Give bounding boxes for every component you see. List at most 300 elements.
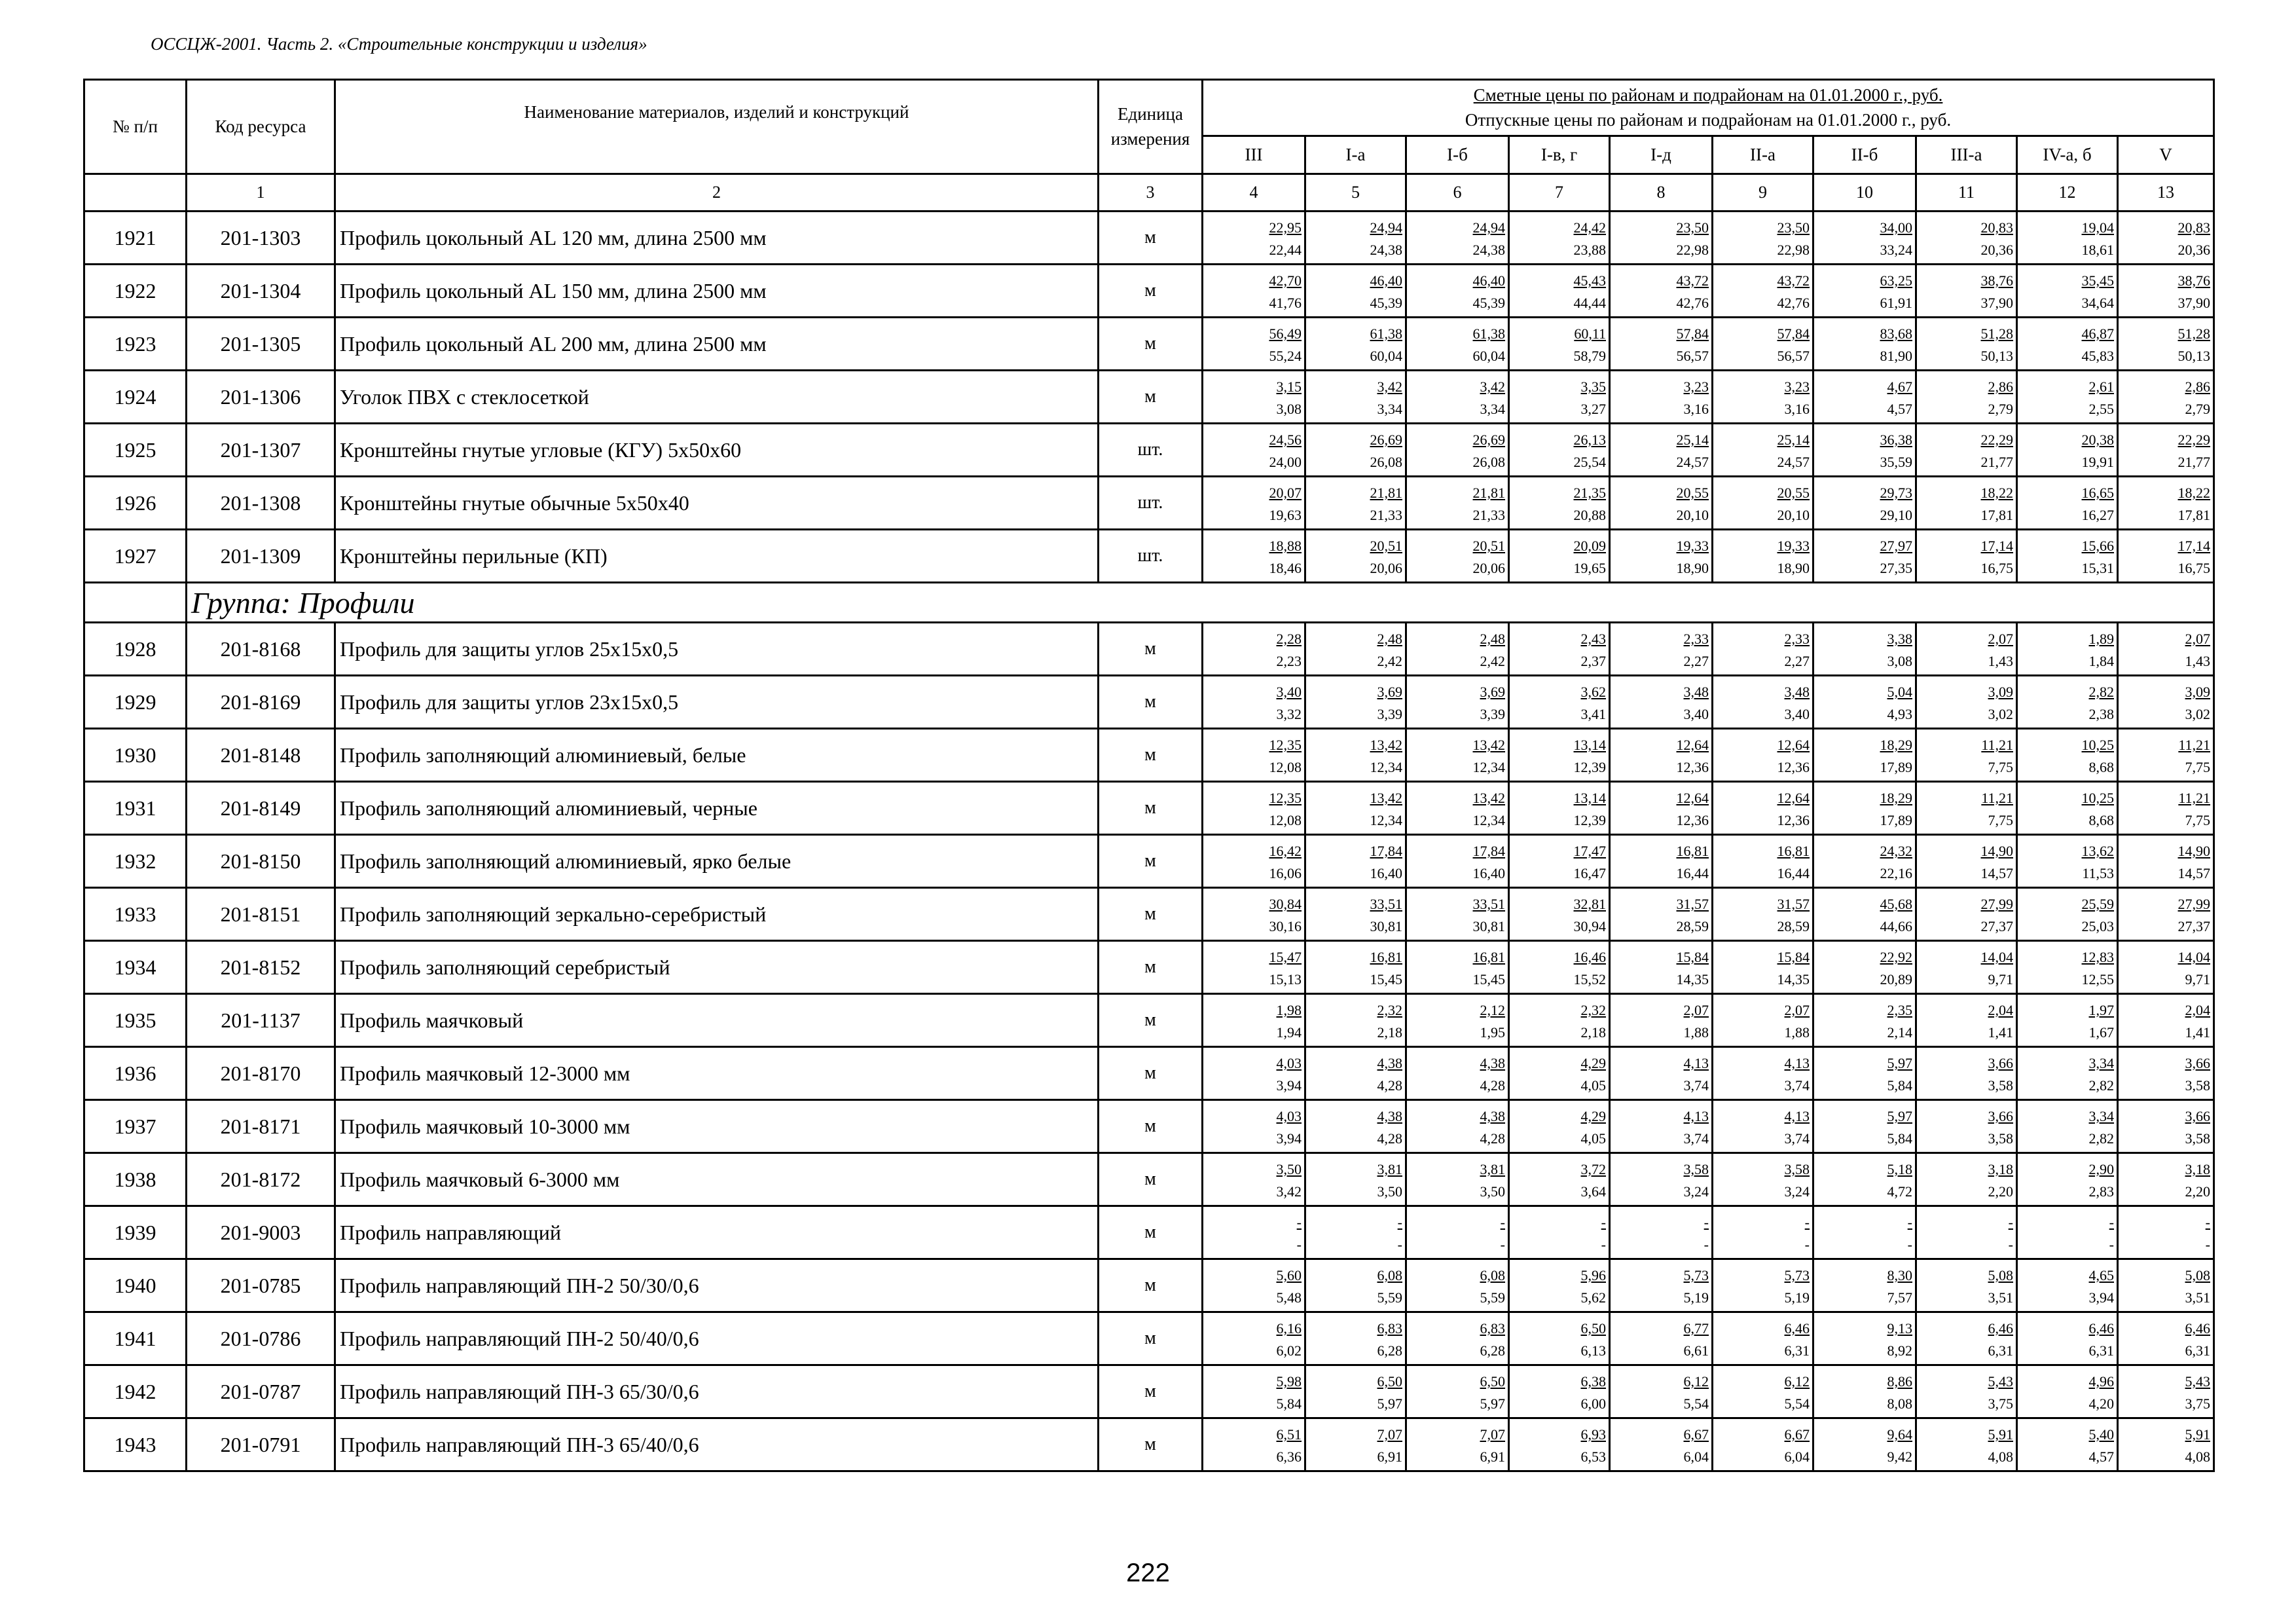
estimated-price: - [2109,1214,2114,1230]
price-cell [1610,623,1713,676]
estimated-price: 2,90 [2088,1161,2114,1177]
estimated-price: 13,42 [1472,790,1505,806]
price-cell [1203,1259,1305,1312]
estimated-price: 3,18 [1988,1161,2013,1177]
release-price: 50,13 [1980,348,2013,364]
price-cell [2118,1259,2214,1312]
release-price: 4,28 [1377,1130,1402,1147]
material-name: Профиль заполняющий алюминиевый, белые [335,729,1099,782]
release-price: 6,91 [1377,1449,1402,1465]
material-name: Профиль направляющий [335,1206,1099,1259]
release-price: 3,08 [1887,653,1912,669]
price-cell [1305,782,1406,835]
estimated-price: 63,25 [1880,272,1912,289]
release-price: 1,43 [1988,653,2013,669]
estimated-price: 10,25 [2081,790,2114,806]
estimated-price: 25,59 [2081,896,2114,912]
header-prices [1203,80,2214,136]
price-cell [1610,477,1713,530]
unit-of-measure: м [1099,941,1203,994]
release-price: 2,55 [2088,401,2114,417]
release-price: 17,81 [2178,507,2210,523]
release-price: 5,97 [1480,1395,1505,1412]
release-price: 19,65 [1573,560,1606,576]
release-price: 3,34 [1377,401,1402,417]
table-row [84,1047,2214,1100]
unit-of-measure: шт. [1099,424,1203,477]
price-cell [1713,1206,1813,1259]
column-number: 13 [2118,174,2214,212]
price-cell [1610,212,1713,265]
estimated-price: 6,77 [1683,1320,1709,1337]
resource-code: 201-8152 [187,941,335,994]
price-cell [1305,212,1406,265]
table-row [84,318,2214,371]
price-cell [1916,782,2017,835]
release-price: 2,37 [1580,653,1606,669]
price-cell [1203,623,1305,676]
price-cell [1916,835,2017,888]
unit-of-measure: м [1099,1418,1203,1471]
estimated-price: 3,48 [1784,684,1810,700]
price-cell [1406,424,1509,477]
price-cell [1406,676,1509,729]
release-price: 1,41 [1988,1024,2013,1041]
price-cell [1509,1259,1610,1312]
header-region: I-б [1406,136,1509,174]
estimated-price: 5,97 [1887,1055,1912,1071]
price-cell [2118,888,2214,941]
estimated-price: 3,69 [1480,684,1505,700]
estimated-price: 5,91 [1988,1426,2013,1443]
row-number: 1941 [84,1312,187,1365]
estimated-price: 20,51 [1472,538,1505,554]
price-cell [1916,477,2017,530]
price-cell [1509,676,1610,729]
price-cell [1916,424,2017,477]
price-cell [2017,477,2118,530]
price-cell [1406,994,1509,1047]
column-number: 10 [1813,174,1916,212]
price-cell [1203,941,1305,994]
unit-of-measure: м [1099,371,1203,424]
price-cell [2118,424,2214,477]
price-cell [1713,1418,1813,1471]
release-price: 58,79 [1573,348,1606,364]
price-cell [1509,729,1610,782]
price-cell [1610,1153,1713,1206]
price-cell [1916,1206,2017,1259]
release-price: 12,36 [1676,759,1709,775]
estimated-price: - [2205,1214,2210,1230]
release-price: 24,00 [1269,454,1302,470]
estimated-price: 13,42 [1370,737,1402,753]
price-cell [1406,1312,1509,1365]
estimated-price: 21,81 [1370,485,1402,501]
price-cell [1813,1418,1916,1471]
estimated-price: 7,07 [1377,1426,1402,1443]
unit-of-measure: м [1099,1365,1203,1418]
release-price: 20,10 [1676,507,1709,523]
row-number: 1937 [84,1100,187,1153]
estimated-price: 16,42 [1269,843,1302,859]
estimated-price: 2,86 [1988,378,2013,395]
estimated-price: - [1601,1214,1606,1230]
price-cell [1610,994,1713,1047]
release-price: 5,84 [1276,1395,1302,1412]
release-price: 1,84 [2088,653,2114,669]
estimated-price: 2,61 [2088,378,2114,395]
price-cell [1610,530,1713,583]
estimated-price: 2,33 [1784,631,1810,647]
release-price: 12,08 [1269,759,1302,775]
unit-of-measure: м [1099,318,1203,371]
row-number: 1922 [84,265,187,318]
estimated-price: 61,38 [1370,325,1402,342]
release-price: 1,41 [2185,1024,2210,1041]
release-price: 18,46 [1269,560,1302,576]
row-number: 1923 [84,318,187,371]
estimated-price: 13,42 [1370,790,1402,806]
release-price: 3,50 [1480,1183,1505,1200]
release-price: 30,16 [1269,918,1302,934]
table-row [84,1153,2214,1206]
estimated-price: 3,66 [1988,1055,2013,1071]
release-price: 6,04 [1784,1449,1810,1465]
price-cell [1305,1365,1406,1418]
material-name: Профиль цокольный AL 150 мм, длина 2500 мм [335,265,1099,318]
estimated-price: 17,84 [1370,843,1402,859]
release-price: 25,54 [1573,454,1606,470]
unit-of-measure: м [1099,729,1203,782]
price-cell [1813,1365,1916,1418]
price-cell [1713,1259,1813,1312]
estimated-price: 17,14 [2178,538,2210,554]
resource-code: 201-1309 [187,530,335,583]
price-cell [1610,676,1713,729]
resource-code: 201-8150 [187,835,335,888]
estimated-price: 4,03 [1276,1108,1302,1124]
price-cell [1813,530,1916,583]
price-cell [1203,1418,1305,1471]
row-number: 1924 [84,371,187,424]
price-cell [2118,1047,2214,1100]
estimated-price: 23,50 [1676,219,1709,236]
estimated-price: 16,81 [1370,949,1402,965]
price-cell [1916,212,2017,265]
release-price: 3,08 [1276,401,1302,417]
estimated-price: - [1500,1214,1505,1230]
release-price: 4,08 [1988,1449,2013,1465]
estimated-price: 13,42 [1472,737,1505,753]
price-cell [2017,318,2118,371]
estimated-price: - [1397,1214,1402,1230]
price-cell [2118,477,2214,530]
estimated-price: 6,51 [1276,1426,1302,1443]
price-cell [1203,994,1305,1047]
unit-of-measure: м [1099,623,1203,676]
estimated-price: 2,12 [1480,1002,1505,1018]
header-unit: Единица измерения [1099,80,1203,174]
release-price: 18,90 [1777,560,1810,576]
release-price: 3,58 [1988,1130,2013,1147]
price-cell [1509,318,1610,371]
price-cell [1713,941,1813,994]
price-cell [1203,835,1305,888]
release-price: 5,54 [1683,1395,1709,1412]
release-price: 8,68 [2088,812,2114,828]
row-number: 1929 [84,676,187,729]
price-cell [1813,265,1916,318]
column-number: 9 [1713,174,1813,212]
resource-code: 201-0785 [187,1259,335,1312]
release-price: - [1704,1236,1709,1253]
release-price: 21,77 [2178,454,2210,470]
estimated-price: 35,45 [2081,272,2114,289]
header-region: I-в, г [1509,136,1610,174]
price-cell [1813,1153,1916,1206]
estimated-price: 33,51 [1472,896,1505,912]
estimated-price: 16,46 [1573,949,1606,965]
price-cell [2118,1312,2214,1365]
group-blank [84,583,187,623]
table-row [84,676,2214,729]
estimated-price: 12,35 [1269,790,1302,806]
estimated-price: 30,84 [1269,896,1302,912]
release-price: 20,89 [1880,971,1912,987]
release-price: 3,40 [1784,706,1810,722]
estimated-price: - [1296,1214,1302,1230]
estimated-price: 6,16 [1276,1320,1302,1337]
estimated-price: 19,33 [1777,538,1810,554]
price-cell [1509,371,1610,424]
estimated-price: 13,14 [1573,737,1606,753]
price-cell [1916,994,2017,1047]
release-price: 1,94 [1276,1024,1302,1041]
estimated-price: 20,83 [1980,219,2013,236]
price-cell [1509,1312,1610,1365]
estimated-price: 6,08 [1377,1267,1402,1283]
release-price: 18,90 [1676,560,1709,576]
table-row [84,835,2214,888]
release-price: 7,75 [1988,759,2013,775]
estimated-price: 22,95 [1269,219,1302,236]
release-price: 9,42 [1887,1449,1912,1465]
price-cell [1713,1365,1813,1418]
estimated-price: 3,18 [2185,1161,2210,1177]
estimated-price: 26,69 [1370,432,1402,448]
release-price: 5,54 [1784,1395,1810,1412]
release-price: 45,83 [2081,348,2114,364]
price-cell [1813,1100,1916,1153]
release-price: 6,04 [1683,1449,1709,1465]
row-number: 1932 [84,835,187,888]
release-price: 6,31 [1988,1342,2013,1359]
column-number: 2 [335,174,1099,212]
price-cell [2017,530,2118,583]
estimated-price: 15,84 [1777,949,1810,965]
release-price: 3,74 [1683,1077,1709,1094]
release-price: 12,55 [2081,971,2114,987]
price-cell [1203,1365,1305,1418]
column-number: 1 [187,174,335,212]
column-number: 3 [1099,174,1203,212]
release-price: 5,19 [1784,1289,1810,1306]
release-price: 3,24 [1683,1183,1709,1200]
price-cell [1610,888,1713,941]
release-price: 5,97 [1377,1395,1402,1412]
release-price: 5,62 [1580,1289,1606,1306]
price-cell [1713,994,1813,1047]
resource-code: 201-0786 [187,1312,335,1365]
price-cell [2118,1418,2214,1471]
estimated-price: 2,04 [2185,1002,2210,1018]
release-price: 3,75 [1988,1395,2013,1412]
price-cell [1305,530,1406,583]
price-cell [1610,1100,1713,1153]
row-number: 1933 [84,888,187,941]
release-price: 22,44 [1269,242,1302,258]
price-cell [1406,1100,1509,1153]
material-name: Профиль направляющий ПН-3 65/30/0,6 [335,1365,1099,1418]
estimated-price: 18,29 [1880,737,1912,753]
price-cell [1509,888,1610,941]
release-price: 1,88 [1784,1024,1810,1041]
estimated-price: 22,92 [1880,949,1912,965]
release-price: 16,44 [1676,865,1709,881]
release-price: 5,59 [1377,1289,1402,1306]
estimated-price: 4,03 [1276,1055,1302,1071]
price-cell [1610,371,1713,424]
release-price: 35,59 [1880,454,1912,470]
unit-of-measure: м [1099,676,1203,729]
price-cell [1203,1047,1305,1100]
estimated-price: 57,84 [1777,325,1810,342]
release-price: 2,79 [1988,401,2013,417]
price-cell [2017,835,2118,888]
estimated-price: 9,64 [1887,1426,1912,1443]
release-price: 2,14 [1887,1024,1912,1041]
price-cell [1713,623,1813,676]
price-cell [1406,1259,1509,1312]
row-number: 1942 [84,1365,187,1418]
price-cell [1916,623,2017,676]
estimated-price: 24,56 [1269,432,1302,448]
release-price: 29,10 [1880,507,1912,523]
price-cell [1916,371,2017,424]
price-cell [2017,1100,2118,1153]
release-price: 33,24 [1880,242,1912,258]
price-cell [1509,1100,1610,1153]
estimated-price: 23,50 [1777,219,1810,236]
release-price: 3,32 [1276,706,1302,722]
release-price: 44,44 [1573,295,1606,311]
estimated-price: 2,07 [1683,1002,1709,1018]
price-cell [1813,888,1916,941]
release-price: 17,89 [1880,759,1912,775]
resource-code: 201-8168 [187,623,335,676]
release-price: 3,51 [1988,1289,2013,1306]
price-cell [1203,1100,1305,1153]
price-cell [1610,729,1713,782]
header-name: Наименование материалов, изделий и конструкций [335,80,1099,174]
estimated-price: 51,28 [1980,325,2013,342]
estimated-price: 20,55 [1676,485,1709,501]
unit-of-measure: м [1099,1047,1203,1100]
price-cell [1610,835,1713,888]
release-price: 44,66 [1880,918,1912,934]
price-cell [1305,1418,1406,1471]
price-cell [1406,1418,1509,1471]
release-price: 21,77 [1980,454,2013,470]
column-number: 12 [2017,174,2118,212]
estimated-price: - [1704,1214,1709,1230]
header-region: II-а [1713,136,1813,174]
release-price: 30,81 [1472,918,1505,934]
table-row [84,729,2214,782]
price-cell [2118,623,2214,676]
release-price: 4,05 [1580,1130,1606,1147]
estimated-price: 16,81 [1777,843,1810,859]
release-price: 15,45 [1472,971,1505,987]
price-cell [2118,835,2214,888]
estimated-price: 2,28 [1276,631,1302,647]
price-cell [2017,1259,2118,1312]
estimated-price: 3,62 [1580,684,1606,700]
estimated-price: 6,38 [1580,1373,1606,1390]
estimated-price: 6,46 [1784,1320,1810,1337]
material-name: Профиль маячковый 12-3000 мм [335,1047,1099,1100]
release-price: 20,06 [1370,560,1402,576]
release-price: 2,42 [1480,653,1505,669]
price-cell [2118,265,2214,318]
release-price: 21,33 [1370,507,1402,523]
price-cell [1203,888,1305,941]
estimated-price: 20,51 [1370,538,1402,554]
table-row [84,941,2214,994]
estimated-price: 21,81 [1472,485,1505,501]
price-cell [1203,477,1305,530]
estimated-price: 5,43 [2185,1373,2210,1390]
resource-code: 201-0791 [187,1418,335,1471]
price-cell [1406,318,1509,371]
release-price: 5,19 [1683,1289,1709,1306]
price-cell [1406,530,1509,583]
price-cell [1406,729,1509,782]
release-price: 30,94 [1573,918,1606,934]
price-cell [2017,1153,2118,1206]
price-cell [1509,1206,1610,1259]
release-price: 20,36 [2178,242,2210,258]
price-cell [1203,1206,1305,1259]
row-number: 1931 [84,782,187,835]
price-cell [1713,424,1813,477]
release-price: 12,34 [1370,812,1402,828]
release-price: 8,92 [1887,1342,1912,1359]
estimated-price: 4,13 [1784,1055,1810,1071]
release-price: 42,76 [1777,295,1810,311]
estimated-price: 6,50 [1377,1373,1402,1390]
release-price: 4,72 [1887,1183,1912,1200]
release-price: 5,48 [1276,1289,1302,1306]
release-price: 16,47 [1573,865,1606,881]
price-cell [1305,729,1406,782]
price-cell [1916,729,2017,782]
table-row [84,371,2214,424]
price-cell [1713,265,1813,318]
estimated-price: 7,07 [1480,1426,1505,1443]
release-price: 15,45 [1370,971,1402,987]
